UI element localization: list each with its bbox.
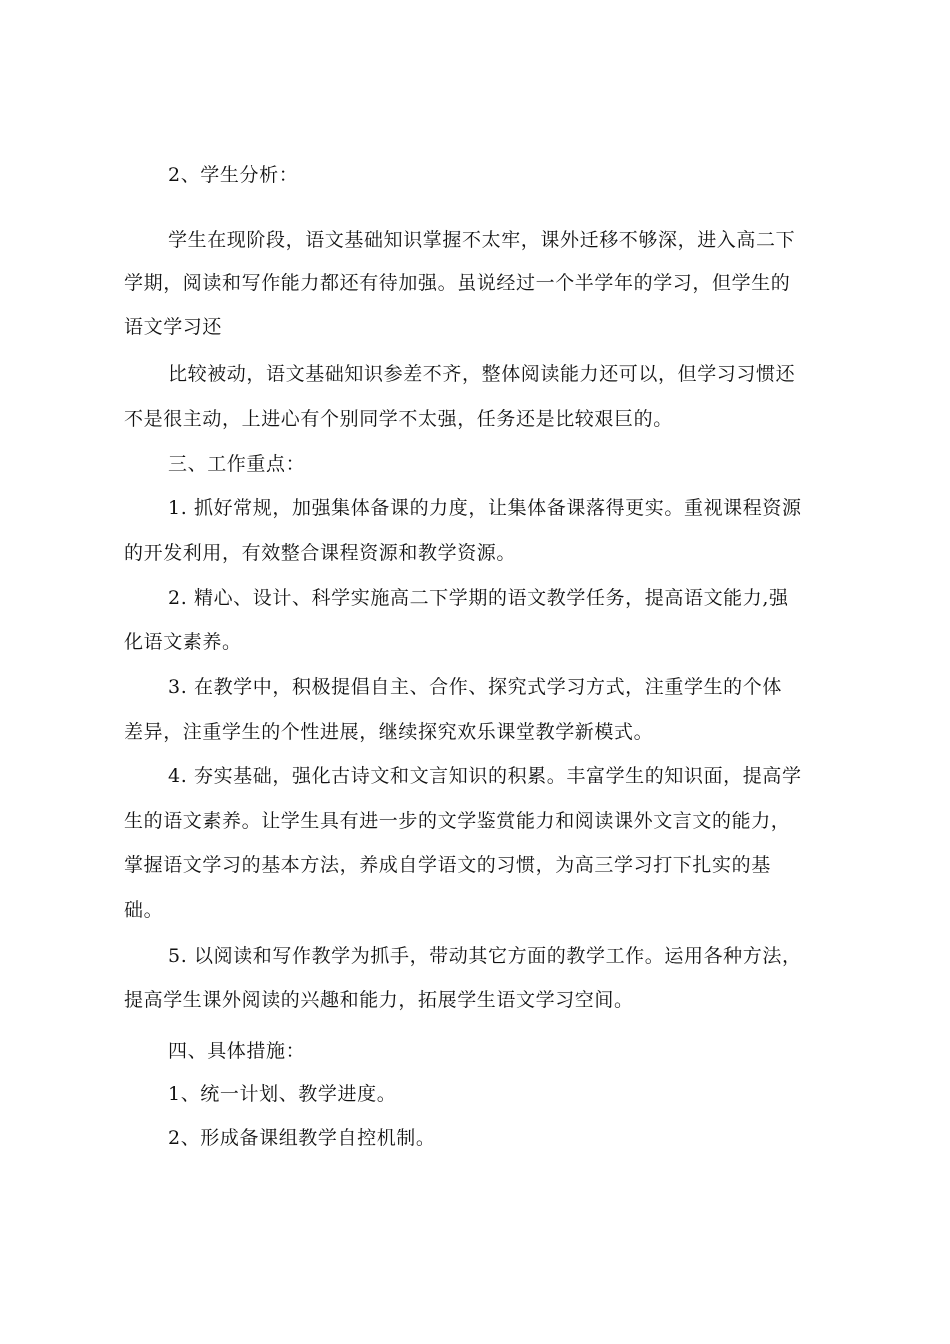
paragraph-line: 比较被动，语文基础知识参差不齐，整体阅读能力还可以，但学习习惯还 [168, 363, 796, 385]
section-heading-measures: 四、具体措施： [168, 1040, 306, 1062]
list-item-line: 化语文素养。 [124, 631, 242, 653]
paragraph-line: 学期，阅读和写作能力都还有待加强。虽说经过一个半学年的学习，但学生的 [124, 272, 791, 294]
list-item-line: 2. 精心、设计、科学实施高二下学期的语文教学任务，提高语文能力,强 [168, 587, 789, 609]
list-item-line: 1、统一计划、教学进度。 [168, 1083, 397, 1105]
list-item-line: 4. 夯实基础，强化古诗文和文言知识的积累。丰富学生的知识面，提高学 [168, 765, 802, 787]
list-item-line: 的开发利用，有效整合课程资源和教学资源。 [124, 542, 517, 564]
list-item-line: 2、形成备课组教学自控机制。 [168, 1127, 436, 1149]
list-item-line: 5. 以阅读和写作教学为抓手，带动其它方面的教学工作。运用各种方法， [168, 945, 802, 967]
list-item-line: 掌握语文学习的基本方法，养成自学语文的习惯，为高三学习打下扎实的基 [124, 854, 771, 876]
paragraph-line: 不是很主动，上进心有个别同学不太强，任务还是比较艰巨的。 [124, 408, 673, 430]
list-item-line: 3. 在教学中，积极提倡自主、合作、探究式学习方式，注重学生的个体 [168, 676, 782, 698]
list-item-line: 差异，注重学生的个性进展，继续探究欢乐课堂教学新模式。 [124, 721, 654, 743]
paragraph-line: 语文学习还 [124, 316, 223, 338]
paragraph-line: 学生在现阶段，语文基础知识掌握不太牢，课外迁移不够深，进入高二下 [168, 229, 796, 251]
list-item-line: 生的语文素养。让学生具有进一步的文学鉴赏能力和阅读课外文言文的能力， [124, 810, 791, 832]
list-item-line: 础。 [124, 899, 164, 921]
section-heading-student-analysis: 2、学生分析： [168, 164, 299, 186]
section-heading-work-focus: 三、工作重点： [168, 453, 306, 475]
list-item-line: 提高学生课外阅读的兴趣和能力，拓展学生语文学习空间。 [124, 989, 634, 1011]
list-item-line: 1. 抓好常规，加强集体备课的力度，让集体备课落得更实。重视课程资源 [168, 497, 802, 519]
